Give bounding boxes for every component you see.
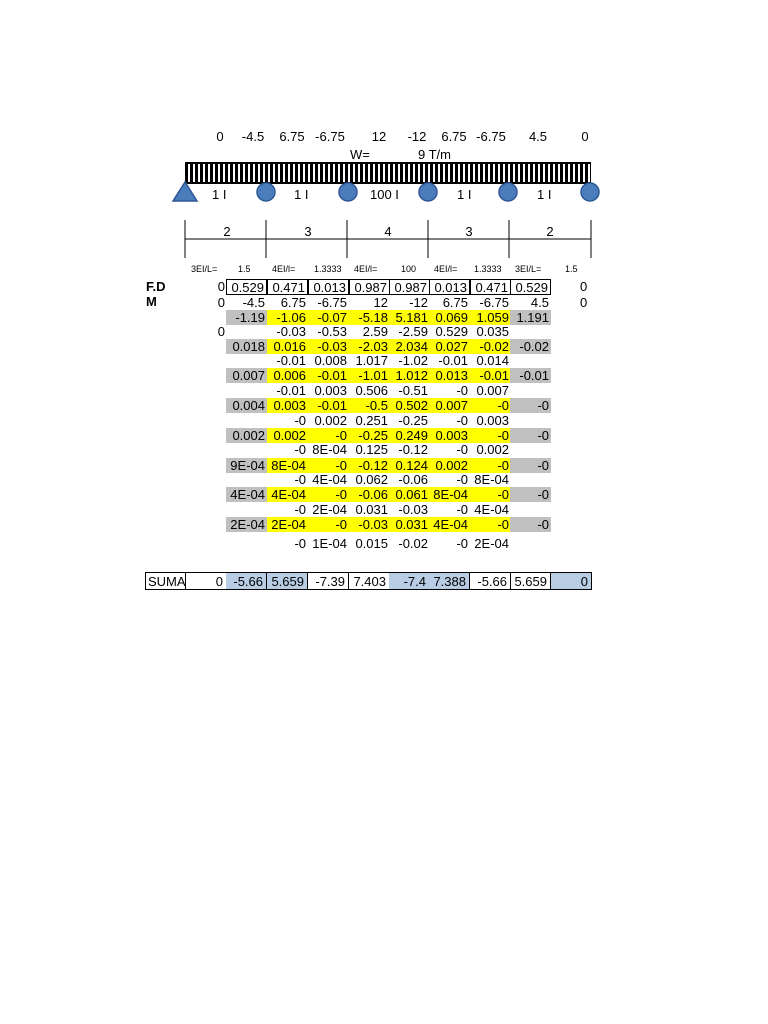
fem-value: 0 bbox=[581, 129, 589, 144]
distribution-cell: -0 bbox=[456, 383, 468, 398]
m-label: M bbox=[146, 294, 157, 309]
distribution-cell: 0.003 bbox=[267, 398, 308, 413]
load-value: 9 T/m bbox=[418, 147, 451, 162]
distribution-cell: 0.018 bbox=[226, 339, 267, 354]
load-label: W= bbox=[350, 147, 370, 162]
distribution-cell: -0.01 bbox=[438, 353, 468, 368]
distribution-cell: -0 bbox=[456, 472, 468, 487]
span-length: 2 bbox=[546, 224, 554, 239]
distribution-cell: -0 bbox=[308, 428, 349, 443]
distribution-cell: -0 bbox=[470, 517, 511, 532]
distribution-cell: 0.002 bbox=[476, 442, 509, 457]
distribution-cell: 1.059 bbox=[470, 310, 511, 325]
distribution-cell: -0 bbox=[510, 398, 551, 413]
distribution-cell: -1.06 bbox=[267, 310, 308, 325]
fd-cell: 0.013 bbox=[429, 279, 470, 295]
distribution-cell: -0 bbox=[294, 536, 306, 551]
distribution-cell: -2.59 bbox=[398, 324, 428, 339]
fd-cell: 0.471 bbox=[470, 279, 511, 295]
distribution-cell: -0 bbox=[470, 458, 511, 473]
pin-support-icon bbox=[173, 182, 197, 201]
moment-cell: -6.75 bbox=[317, 295, 347, 310]
distribution-cell: 0.003 bbox=[476, 413, 509, 428]
distribution-cell: -0.01 bbox=[308, 398, 349, 413]
inertia-label: 1 I bbox=[294, 187, 309, 202]
distribution-cell: -0.25 bbox=[349, 428, 390, 443]
distribution-cell: 8E-04 bbox=[312, 442, 347, 457]
distribution-cell: 0.062 bbox=[355, 472, 388, 487]
distribution-cell: 0.007 bbox=[476, 383, 509, 398]
distribution-cell: 0.008 bbox=[314, 353, 347, 368]
distribution-cell: 0.502 bbox=[389, 398, 430, 413]
distribution-cell: 0.016 bbox=[267, 339, 308, 354]
distribution-cell: -2.03 bbox=[349, 339, 390, 354]
distribution-cell: 0.124 bbox=[389, 458, 430, 473]
distribution-cell: 0.002 bbox=[429, 458, 470, 473]
distribution-cell: -0.01 bbox=[470, 368, 511, 383]
distribution-cell: -0 bbox=[470, 487, 511, 502]
fd-cell: 0.471 bbox=[267, 279, 308, 295]
roller-support-icon bbox=[257, 183, 275, 201]
fem-value: -12 bbox=[407, 129, 427, 144]
distribution-cell: -0.06 bbox=[349, 487, 390, 502]
span-length: 3 bbox=[304, 224, 312, 239]
distribution-cell: -0.07 bbox=[308, 310, 349, 325]
stiffness-value: 1.3333 bbox=[314, 264, 342, 274]
inertia-label: 1 I bbox=[457, 187, 472, 202]
distribution-cell: -0 bbox=[456, 502, 468, 517]
fd-cell: 0.529 bbox=[510, 279, 551, 295]
stiffness-label: 4EI/l= bbox=[434, 264, 458, 274]
stiffness-label: 4EI/l= bbox=[272, 264, 296, 274]
distribution-cell: 4E-04 bbox=[267, 487, 308, 502]
suma-cell: -5.66 bbox=[226, 572, 267, 590]
span-length: 4 bbox=[384, 224, 392, 239]
stiffness-label: 3EI/L= bbox=[191, 264, 218, 274]
fem-value: 6.75 bbox=[441, 129, 467, 144]
distribution-cell: -0.02 bbox=[510, 339, 551, 354]
distribution-cell: -0 bbox=[456, 536, 468, 551]
distribution-cell: 1.017 bbox=[355, 353, 388, 368]
distribution-cell: 0 bbox=[217, 324, 225, 339]
distribution-cell: -0.25 bbox=[398, 413, 428, 428]
fem-value: 12 bbox=[371, 129, 387, 144]
distribution-cell: -0.01 bbox=[308, 368, 349, 383]
distribution-cell: 0.035 bbox=[476, 324, 509, 339]
fd-cell: 0.987 bbox=[349, 279, 390, 295]
distribution-cell: 1.012 bbox=[389, 368, 430, 383]
suma-cell: 7.403 bbox=[349, 572, 390, 590]
stiffness-label: 3EI/L= bbox=[515, 264, 542, 274]
distribution-cell: 2.034 bbox=[389, 339, 430, 354]
distribution-cell: 1.191 bbox=[510, 310, 551, 325]
distribution-cell: -0 bbox=[294, 442, 306, 457]
distribution-cell: 5.181 bbox=[389, 310, 430, 325]
fd-label: F.D bbox=[146, 279, 166, 294]
span-length: 2 bbox=[223, 224, 231, 239]
moment-cell: -12 bbox=[409, 295, 428, 310]
distribution-cell: 0.002 bbox=[267, 428, 308, 443]
distribution-cell: -0 bbox=[308, 458, 349, 473]
roller-support-icon bbox=[419, 183, 437, 201]
distribution-cell: 0.061 bbox=[389, 487, 430, 502]
moment-cell: 4.5 bbox=[530, 295, 549, 310]
distribution-cell: -0 bbox=[294, 502, 306, 517]
distribution-cell: 2E-04 bbox=[267, 517, 308, 532]
moment-cell: 12 bbox=[373, 295, 388, 310]
distribution-cell: 2.59 bbox=[362, 324, 388, 339]
distribution-cell: 0.002 bbox=[314, 413, 347, 428]
distribution-cell: 0.004 bbox=[226, 398, 267, 413]
suma-cell: 7.388 bbox=[429, 572, 470, 590]
suma-cell: 0 bbox=[551, 572, 592, 590]
distribution-cell: -0 bbox=[470, 398, 511, 413]
span-length: 3 bbox=[465, 224, 473, 239]
distribution-cell: 8E-04 bbox=[429, 487, 470, 502]
distribution-cell: 0.015 bbox=[355, 536, 388, 551]
inertia-label: 100 I bbox=[370, 187, 399, 202]
suma-label: SUMA bbox=[145, 572, 186, 590]
roller-support-icon bbox=[581, 183, 599, 201]
distribution-cell: 0.007 bbox=[429, 398, 470, 413]
distribution-cell: -0 bbox=[294, 472, 306, 487]
distribution-cell: -0.03 bbox=[276, 324, 306, 339]
distribution-cell: -0.01 bbox=[276, 353, 306, 368]
distribution-cell: 0.069 bbox=[429, 310, 470, 325]
distribution-cell: -0 bbox=[510, 517, 551, 532]
distribution-cell: -0.53 bbox=[317, 324, 347, 339]
distribution-cell: -0.01 bbox=[276, 383, 306, 398]
distribution-cell: -1.19 bbox=[226, 310, 267, 325]
fem-value: -4.5 bbox=[241, 129, 265, 144]
fem-value: -6.75 bbox=[476, 129, 506, 144]
roller-support-icon bbox=[499, 183, 517, 201]
distribution-cell: 0.125 bbox=[355, 442, 388, 457]
moment-cell: 0 bbox=[217, 295, 225, 310]
suma-cell: -7.4 bbox=[389, 572, 430, 590]
fem-value: 4.5 bbox=[528, 129, 548, 144]
distribution-cell: -0 bbox=[510, 487, 551, 502]
distribution-cell: -0.03 bbox=[349, 517, 390, 532]
stiffness-value: 1.5 bbox=[238, 264, 251, 274]
distribution-cell: -0.06 bbox=[398, 472, 428, 487]
stiffness-label: 4EI/l= bbox=[354, 264, 378, 274]
distribution-cell: 9E-04 bbox=[226, 458, 267, 473]
distribution-cell: -0 bbox=[510, 428, 551, 443]
distribution-cell: -0.03 bbox=[308, 339, 349, 354]
distribution-cell: 2E-04 bbox=[226, 517, 267, 532]
fd-cell: 0 bbox=[580, 279, 588, 294]
distribution-cell: -0 bbox=[294, 413, 306, 428]
distribution-cell: 0.013 bbox=[429, 368, 470, 383]
distribution-cell: -0 bbox=[470, 428, 511, 443]
fd-cell: 0.529 bbox=[226, 279, 267, 295]
distribution-cell: 8E-04 bbox=[474, 472, 509, 487]
suma-cell: 5.659 bbox=[510, 572, 551, 590]
distribution-cell: 0.031 bbox=[389, 517, 430, 532]
fem-value: -6.75 bbox=[315, 129, 345, 144]
distribution-cell: 0.003 bbox=[429, 428, 470, 443]
distribution-cell: 8E-04 bbox=[267, 458, 308, 473]
distribution-cell: 0.007 bbox=[226, 368, 267, 383]
distribution-cell: 4E-04 bbox=[474, 502, 509, 517]
distribution-cell: -0.12 bbox=[398, 442, 428, 457]
distribution-cell: 4E-04 bbox=[429, 517, 470, 532]
fem-value: 6.75 bbox=[279, 129, 305, 144]
distribution-cell: 4E-04 bbox=[312, 472, 347, 487]
suma-cell: -7.39 bbox=[308, 572, 349, 590]
fd-cell: 0 bbox=[217, 279, 225, 294]
fd-cell: 0.987 bbox=[389, 279, 430, 295]
stiffness-value: 1.5 bbox=[565, 264, 578, 274]
distribution-cell: 0.529 bbox=[435, 324, 468, 339]
distribution-cell: -0.12 bbox=[349, 458, 390, 473]
distribution-cell: 0.249 bbox=[389, 428, 430, 443]
distribution-cell: 0.002 bbox=[226, 428, 267, 443]
distribution-cell: -5.18 bbox=[349, 310, 390, 325]
distribution-cell: -1.02 bbox=[398, 353, 428, 368]
distribution-cell: 0.027 bbox=[429, 339, 470, 354]
distribution-cell: 0.031 bbox=[355, 502, 388, 517]
distribution-cell: 0.006 bbox=[267, 368, 308, 383]
suma-cell: -5.66 bbox=[470, 572, 511, 590]
fem-value: 0 bbox=[216, 129, 224, 144]
suma-cell: 5.659 bbox=[267, 572, 308, 590]
distribution-cell: 4E-04 bbox=[226, 487, 267, 502]
moment-cell: -4.5 bbox=[242, 295, 265, 310]
distribution-cell: 1E-04 bbox=[312, 536, 347, 551]
distribution-cell: -0 bbox=[456, 442, 468, 457]
roller-support-icon bbox=[339, 183, 357, 201]
distribution-cell: 0.506 bbox=[355, 383, 388, 398]
distribution-cell: -0.02 bbox=[398, 536, 428, 551]
distribution-cell: 0.003 bbox=[314, 383, 347, 398]
distribution-cell: -0.03 bbox=[398, 502, 428, 517]
distribution-cell: -0.5 bbox=[349, 398, 390, 413]
distribution-cell: -1.01 bbox=[349, 368, 390, 383]
distribution-cell: -0 bbox=[456, 413, 468, 428]
distribution-cell: -0 bbox=[308, 517, 349, 532]
distribution-cell: -0.51 bbox=[398, 383, 428, 398]
distribution-cell: 0.251 bbox=[355, 413, 388, 428]
distribution-cell: -0.02 bbox=[470, 339, 511, 354]
distribution-cell: -0 bbox=[510, 458, 551, 473]
inertia-label: 1 I bbox=[212, 187, 227, 202]
moment-cell: 6.75 bbox=[442, 295, 468, 310]
inertia-label: 1 I bbox=[537, 187, 552, 202]
moment-cell: 0 bbox=[580, 295, 588, 310]
distribution-cell: 0.014 bbox=[476, 353, 509, 368]
fd-cell: 0.013 bbox=[308, 279, 349, 295]
distribution-cell: 2E-04 bbox=[474, 536, 509, 551]
moment-cell: -6.75 bbox=[479, 295, 509, 310]
distribution-cell: -0.01 bbox=[510, 368, 551, 383]
distribution-cell: 2E-04 bbox=[312, 502, 347, 517]
stiffness-value: 100 bbox=[401, 264, 417, 274]
moment-cell: 6.75 bbox=[280, 295, 306, 310]
distribution-cell: -0 bbox=[308, 487, 349, 502]
stiffness-value: 1.3333 bbox=[474, 264, 502, 274]
suma-cell: 0 bbox=[186, 572, 227, 590]
